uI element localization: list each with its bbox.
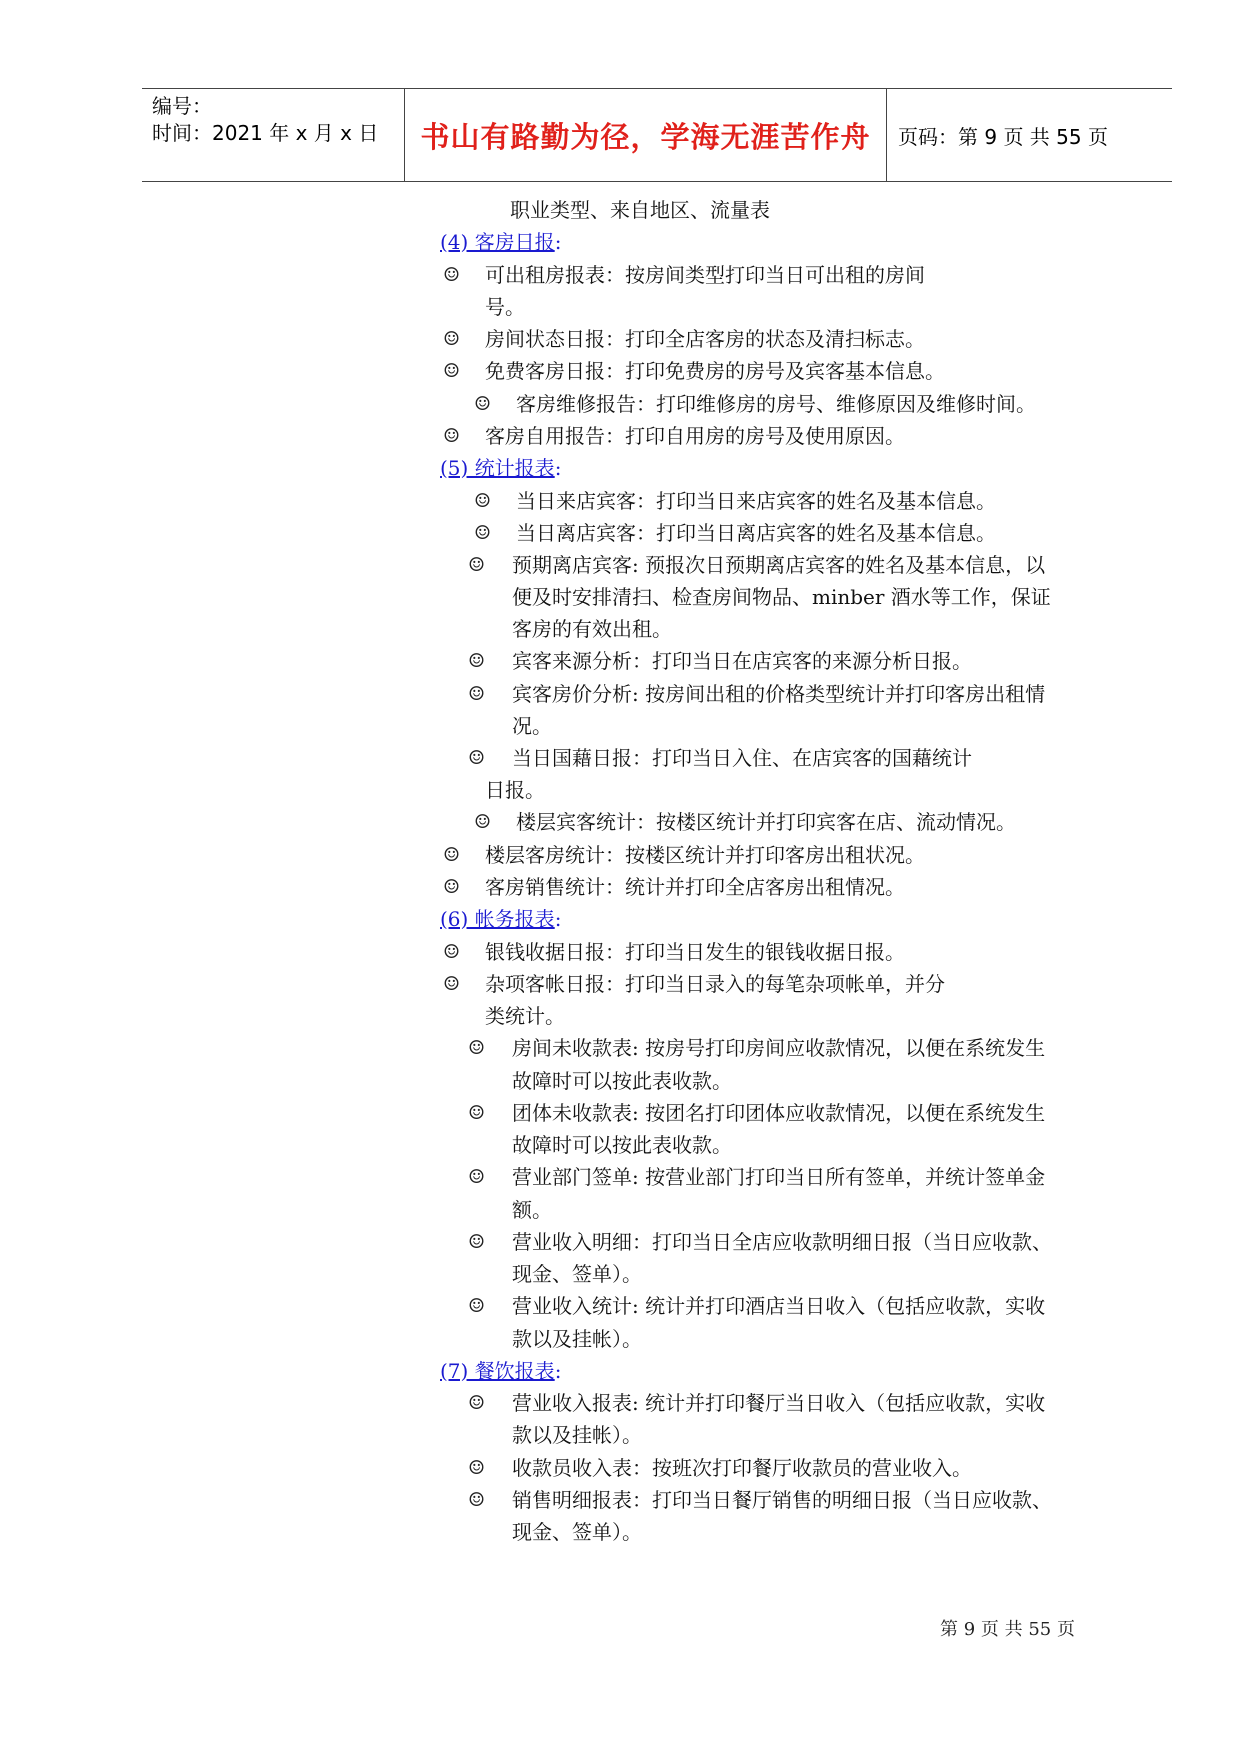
section-heading-link[interactable]: (5) 统计报表	[440, 456, 555, 480]
page-footer: 第 9 页 共 55 页	[940, 1619, 1075, 1640]
bullet-smiley-icon: ☺	[443, 264, 461, 286]
list-item: 销售明细报表：打印当日餐厅销售的明细日报（当日应收款、	[512, 1488, 1052, 1512]
list-item: 可出租房报表：按房间类型打印当日可出租的房间	[485, 263, 925, 287]
header-page-info: 页码：第 9 页 共 55 页	[898, 124, 1108, 149]
text-line: 现金、签单）。	[512, 1520, 642, 1544]
bullet-smiley-icon: ☺	[468, 747, 486, 769]
text-line: 故障时可以按此表收款。	[512, 1133, 732, 1157]
header-motto: 书山有路勤为径，学海无涯苦作舟	[420, 119, 871, 154]
section-heading-link[interactable]: (4) 客房日报	[440, 230, 555, 254]
list-item: 杂项客帐日报：打印当日录入的每笔杂项帐单，并分	[485, 972, 945, 996]
bullet-smiley-icon: ☺	[443, 844, 461, 866]
list-item: 客房自用报告：打印自用房的房号及使用原因。	[485, 424, 905, 448]
list-item: 客房销售统计：统计并打印全店客房出租情况。	[485, 875, 905, 899]
list-item: 房间未收款表: 按房号打印房间应收款情况，以便在系统发生	[512, 1036, 1046, 1060]
bullet-smiley-icon: ☺	[468, 1166, 486, 1188]
bullet-smiley-icon: ☺	[468, 1489, 486, 1511]
bullet-smiley-icon: ☺	[443, 973, 461, 995]
section-heading-colon: :	[554, 1359, 562, 1383]
text-line: 故障时可以按此表收款。	[512, 1069, 732, 1093]
bullet-smiley-icon: ☺	[468, 683, 486, 705]
text-line: 职业类型、来自地区、流量表	[510, 198, 770, 222]
text-line: 便及时安排清扫、检查房间物品、minber 酒水等工作，保证	[512, 585, 1051, 609]
list-item: 营业收入明细：打印当日全店应收款明细日报（当日应收款、	[512, 1230, 1052, 1254]
bullet-smiley-icon: ☺	[474, 490, 492, 512]
text-line: 客房的有效出租。	[512, 617, 672, 641]
bullet-smiley-icon: ☺	[468, 650, 486, 672]
section-heading-colon: :	[554, 230, 562, 254]
section-heading-colon: :	[554, 907, 562, 931]
list-item: 收款员收入表：按班次打印餐厅收款员的营业收入。	[512, 1456, 972, 1480]
list-item: 营业部门签单: 按营业部门打印当日所有签单，并统计签单金	[512, 1165, 1046, 1189]
doc-time-label: 时间：2021 年 x 月 x 日	[152, 121, 379, 145]
header-divider	[886, 89, 887, 181]
list-item: 当日国藉日报：打印当日入住、在店宾客的国藉统计	[512, 746, 972, 770]
section-heading	[440, 1357, 561, 1385]
list-item: 楼层客房统计：按楼区统计并打印客房出租状况。	[485, 843, 925, 867]
text-line: 额。	[512, 1198, 552, 1222]
section-heading-link[interactable]: (6) 帐务报表	[440, 907, 555, 931]
bullet-smiley-icon: ☺	[474, 522, 492, 544]
list-item: 团体未收款表: 按团名打印团体应收款情况，以便在系统发生	[512, 1101, 1046, 1125]
list-item: 免费客房日报：打印免费房的房号及宾客基本信息。	[485, 359, 945, 383]
bullet-smiley-icon: ☺	[468, 1231, 486, 1253]
text-line: 类统计。	[485, 1004, 565, 1028]
bullet-smiley-icon: ☺	[468, 1392, 486, 1414]
list-item: 房间状态日报：打印全店客房的状态及清扫标志。	[485, 327, 925, 351]
list-item: 宾客房价分析: 按房间出租的价格类型统计并打印客房出租情	[512, 682, 1046, 706]
text-line: 款以及挂帐）。	[512, 1327, 642, 1351]
bullet-smiley-icon: ☺	[468, 554, 486, 576]
page-header	[142, 88, 1172, 182]
header-meta	[152, 93, 378, 147]
text-line: 款以及挂帐）。	[512, 1423, 642, 1447]
list-item: 当日离店宾客：打印当日离店宾客的姓名及基本信息。	[516, 521, 996, 545]
list-item: 预期离店宾客: 预报次日预期离店宾客的姓名及基本信息，以	[512, 553, 1046, 577]
list-item: 当日来店宾客：打印当日来店宾客的姓名及基本信息。	[516, 489, 996, 513]
list-item: 银钱收据日报：打印当日发生的银钱收据日报。	[485, 940, 905, 964]
bullet-smiley-icon: ☺	[468, 1457, 486, 1479]
list-item: 客房维修报告：打印维修房的房号、维修原因及维修时间。	[516, 392, 1036, 416]
text-line: 现金、签单）。	[512, 1262, 642, 1286]
section-heading	[440, 228, 561, 256]
section-heading	[440, 454, 561, 482]
bullet-smiley-icon: ☺	[468, 1102, 486, 1124]
list-item: 营业收入统计: 统计并打印酒店当日收入（包括应收款，实收	[512, 1294, 1046, 1318]
list-item: 楼层宾客统计：按楼区统计并打印宾客在店、流动情况。	[516, 810, 1016, 834]
doc-number-label: 编号：	[152, 94, 212, 118]
bullet-smiley-icon: ☺	[474, 393, 492, 415]
bullet-smiley-icon: ☺	[443, 876, 461, 898]
section-heading	[440, 905, 561, 933]
bullet-smiley-icon: ☺	[443, 941, 461, 963]
bullet-smiley-icon: ☺	[443, 360, 461, 382]
section-heading-link[interactable]: (7) 餐饮报表	[440, 1359, 555, 1383]
section-heading-colon: :	[554, 456, 562, 480]
text-line: 况。	[512, 714, 552, 738]
bullet-smiley-icon: ☺	[474, 811, 492, 833]
text-line: 号。	[485, 295, 525, 319]
bullet-smiley-icon: ☺	[443, 425, 461, 447]
list-item: 宾客来源分析：打印当日在店宾客的来源分析日报。	[512, 649, 972, 673]
list-item: 营业收入报表: 统计并打印餐厅当日收入（包括应收款，实收	[512, 1391, 1046, 1415]
bullet-smiley-icon: ☺	[443, 328, 461, 350]
text-line: 日报。	[485, 778, 545, 802]
bullet-smiley-icon: ☺	[468, 1037, 486, 1059]
bullet-smiley-icon: ☺	[468, 1295, 486, 1317]
